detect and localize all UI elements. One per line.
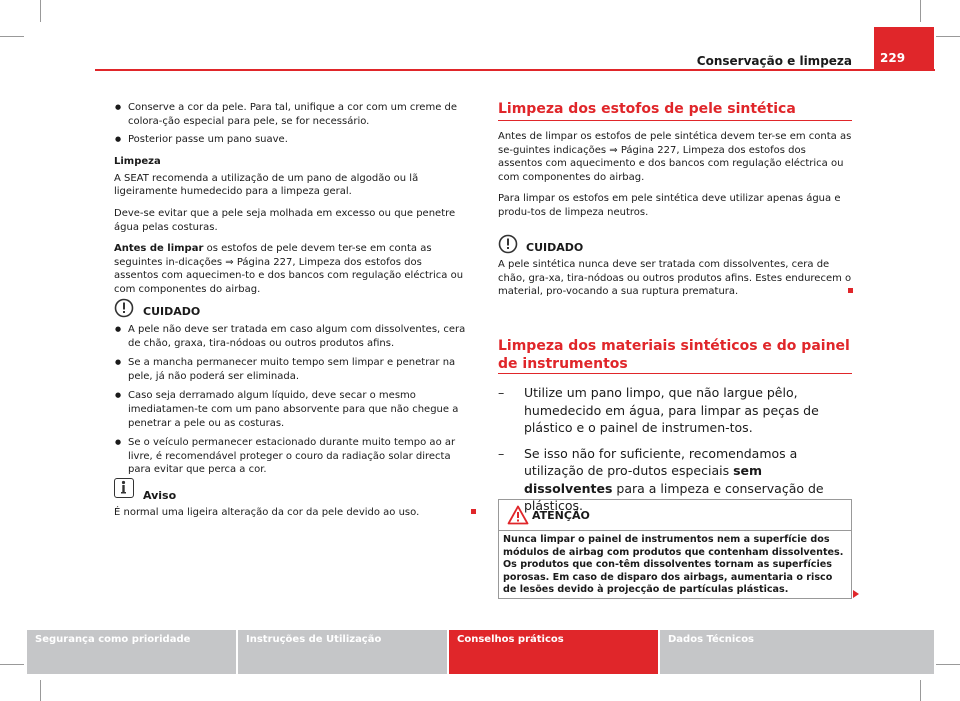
caution-title: CUIDADO (143, 305, 201, 318)
left-column (114, 101, 466, 297)
end-marker (848, 288, 853, 293)
page-number: 229 (874, 27, 934, 71)
section-body (498, 130, 852, 220)
header-rule (95, 69, 935, 71)
footer-tab-technical-data[interactable]: Dados Técnicos (660, 630, 934, 674)
list-item-text: para a limpeza e conservação de plásticos. (524, 480, 824, 513)
paragraph (114, 242, 466, 296)
end-marker (471, 509, 476, 514)
crop-mark (40, 680, 41, 701)
list-item: ● Se o veículo permanecer estacionado durante muito tempo ao ar livre, é recomendável proteger o couro da radiação solar directa para evitar que perca a cor. (114, 436, 466, 477)
paragraph: A SEAT recomenda a utilização de um pano de algodão ou lã ligeiramente humedecido para a limpeza geral. (114, 172, 419, 198)
list-item: ● Se a mancha permanecer muito tempo sem limpar e penetrar na pele, já não poderá ser eliminada. (114, 356, 466, 383)
caution-title: CUIDADO (526, 241, 584, 254)
warning-text: Nunca limpar o painel de instrumentos nem a superfície dos módulos de airbag com produtos que contenham dissolventes. Os produtos que con-têm dissolventes tornam as superfícies porosas. Em caso de disparo dos airbags, aumentaria o risco de lesões devido à projecção de partículas plásticas. (503, 534, 844, 596)
section-rule (498, 120, 852, 121)
crop-mark (0, 664, 24, 665)
continue-arrow-icon (853, 590, 859, 598)
warning-triangle-icon (507, 505, 529, 529)
crop-mark (920, 680, 921, 701)
warning-title: ATENÇÃO (532, 509, 590, 522)
list-item: ● Conserve a cor da pele. Para tal, unifique a cor com um creme de colora-ção especial para pele, se for necessário. (114, 101, 466, 128)
section-title-synthetic-leather: Limpeza dos estofos de pele sintética (498, 101, 796, 117)
paragraph: Antes de limpar os estofos de pele sintética devem ter-se em conta as se-guintes indicações ⇒ Página 227, Limpeza dos estofos dos assentos com aquecimento e dos bancos com regulação eléctrica ou com componentes do airbag. (498, 131, 852, 183)
crop-mark (936, 664, 960, 665)
notice-title: Aviso (143, 489, 177, 502)
caution-icon (498, 234, 518, 258)
footer-tab-instructions[interactable]: Instruções de Utilização (238, 630, 447, 674)
section-title-plastics: Limpeza dos materiais sintéticos e do painel de instrumentos (498, 338, 850, 372)
caution-icon (114, 298, 134, 322)
bold-text: Antes de limpar (114, 243, 204, 255)
footer-tab-safety[interactable]: Segurança como prioridade (27, 630, 236, 674)
instruction-list (498, 384, 852, 515)
crop-mark (936, 36, 960, 37)
list-item-text: Se isso não for suficiente, recomendamos a utilização de pro-dutos especiais (524, 445, 798, 478)
page-header-title: Conservação e limpeza (696, 54, 852, 68)
info-icon (114, 478, 134, 498)
list-item: ● Posterior passe um pano suave. (114, 133, 466, 147)
crop-mark (0, 36, 24, 37)
list-item: – Utilize um pano limpo, que não largue pêlo, humedecido em água, para limpar as peças de plástico e o painel de instrumen-tos. (498, 384, 852, 437)
list-item: ● Caso seja derramado algum líquido, deve secar o mesmo imediatamen-te com um pano absorvente para que não chegue a penetrar a pele ou as costuras. (114, 389, 466, 430)
warning-box (498, 499, 852, 599)
list-item: ● A pele não deve ser tratada em caso algum com dissolventes, cera de chão, graxa, tira-nódoas ou outros produtos afins. (114, 323, 466, 350)
limpeza-heading: Limpeza (114, 155, 161, 167)
caution-text: A pele sintética nunca deve ser tratada com dissolventes, cera de chão, gra-xa, tira-nódoas ou outros produtos afins. Estes endurecem o material, pro-vocando a sua ruptura prematura. (498, 259, 852, 298)
paragraph: Para limpar os estofos em pele sintética deve utilizar apenas água e produ-tos de limpeza neutros. (498, 193, 841, 218)
paragraph-text: os estofos de pele devem ter-se em conta as seguintes in-dicações ⇒ Página 227, Limpeza dos estofos dos assentos com aquecimen-to e dos bancos com regulação eléctrica ou com componentes do airbag. (114, 243, 464, 295)
section-rule (498, 373, 852, 374)
bold-text: sem dissolventes (524, 463, 763, 496)
crop-mark (920, 0, 921, 22)
paragraph: Deve-se evitar que a pele seja molhada em excesso ou que penetre água pelas costuras. (114, 207, 456, 233)
caution-list (114, 323, 466, 477)
crop-mark (40, 0, 41, 22)
notice-text: É normal uma ligeira alteração da cor da pele devido ao uso. (114, 507, 420, 518)
warning-header (499, 500, 851, 531)
footer-tab-practical-tips[interactable]: Conselhos práticos (449, 630, 658, 674)
